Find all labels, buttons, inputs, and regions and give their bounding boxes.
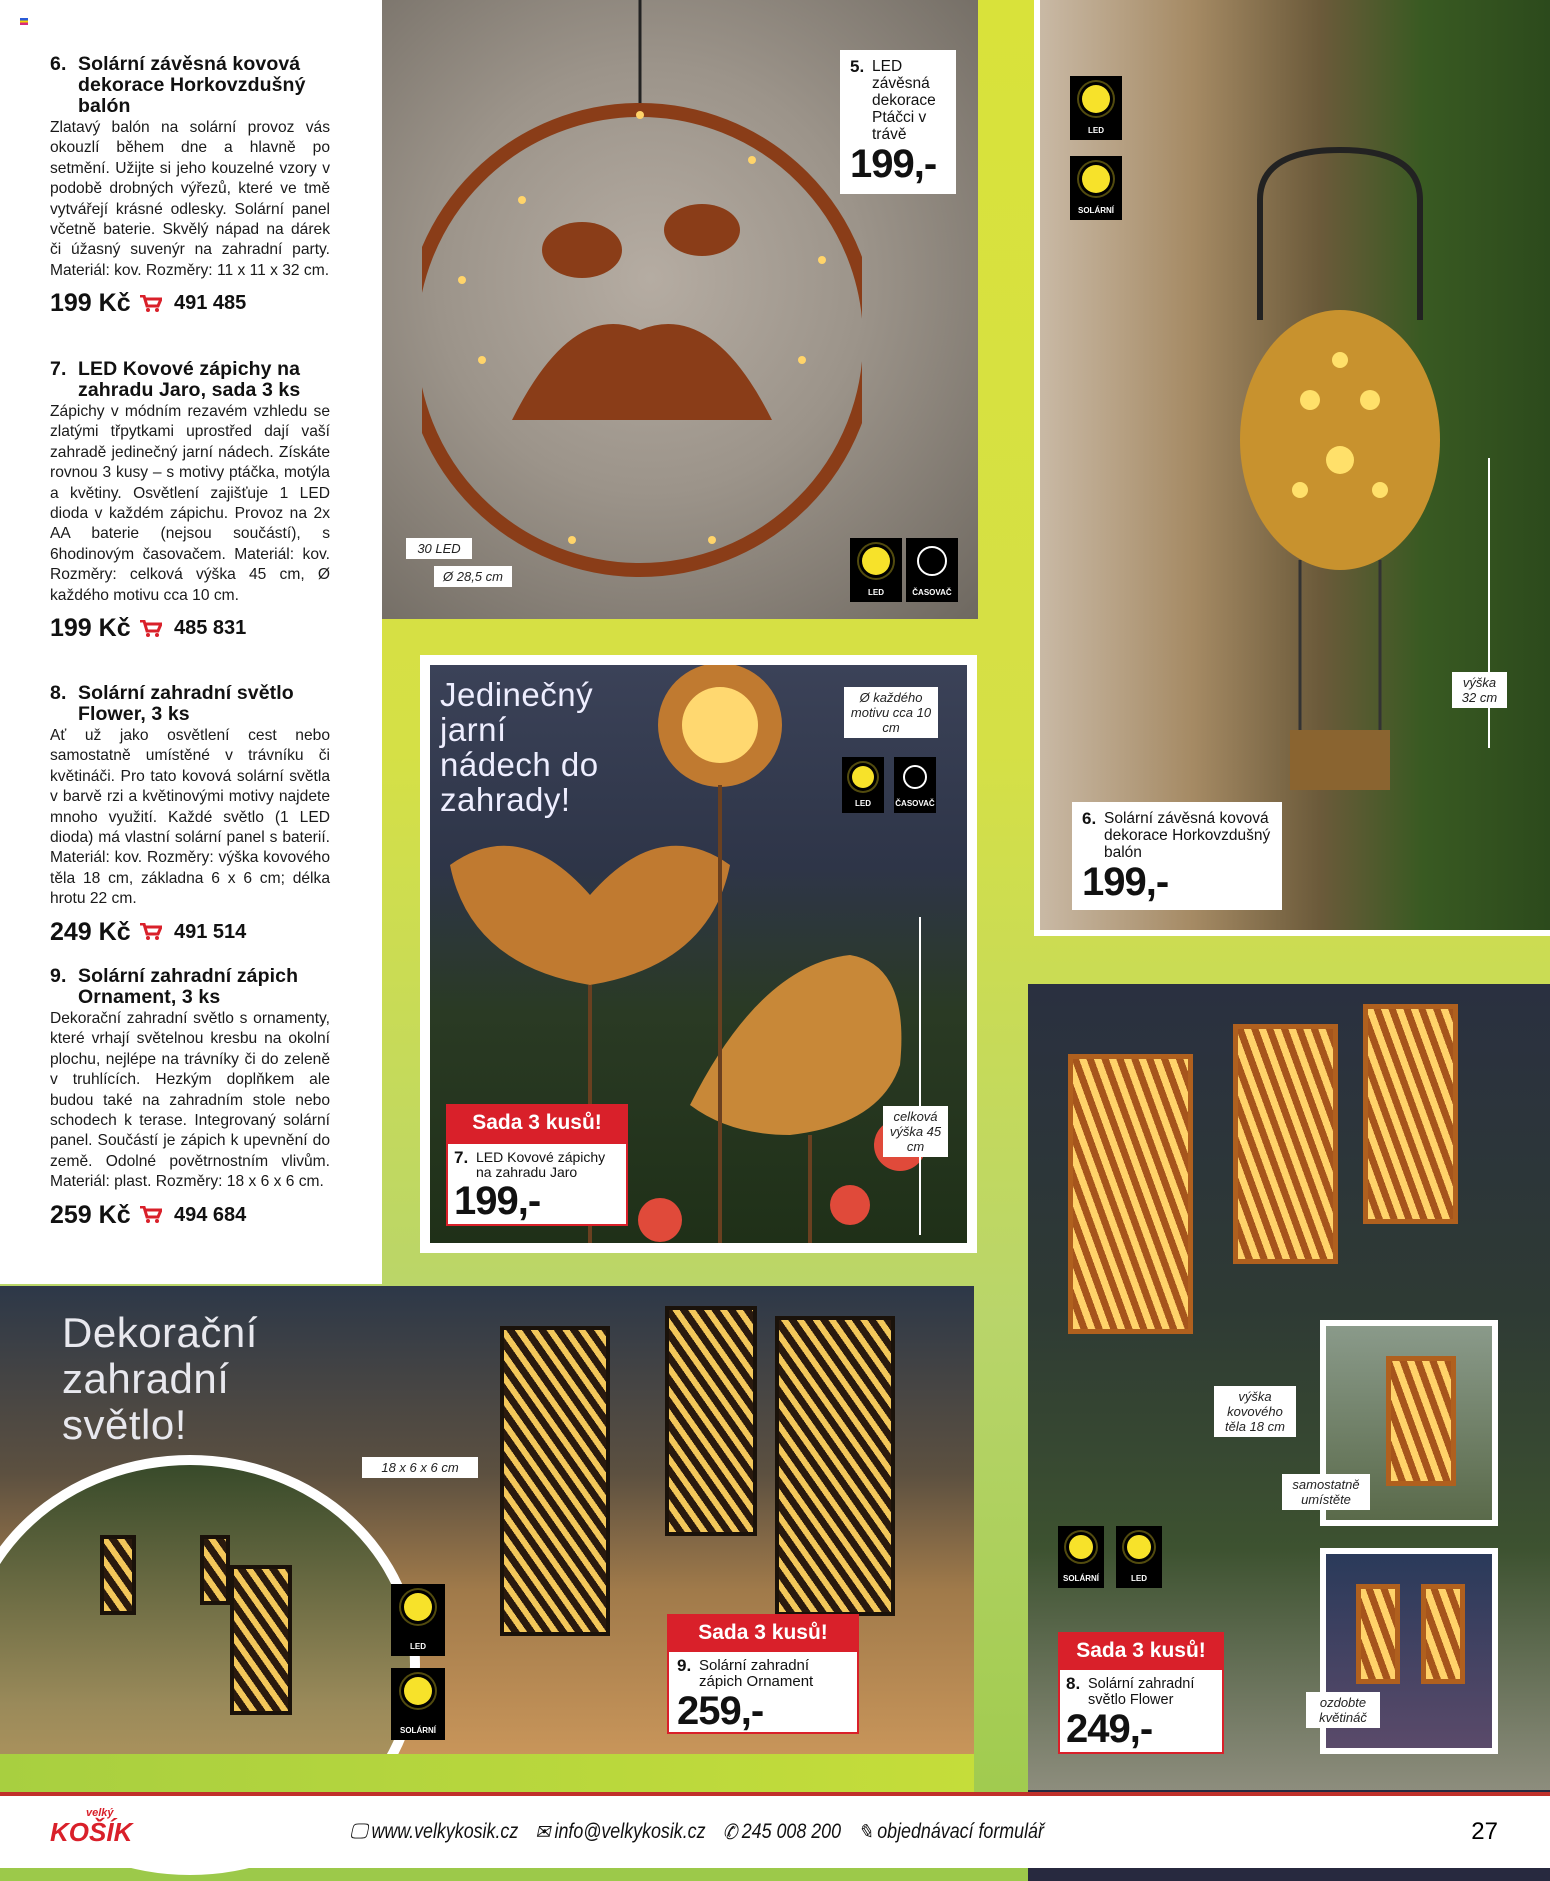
label-number: 9. bbox=[677, 1656, 692, 1675]
item-number: 9. bbox=[50, 965, 67, 987]
cart-icon[interactable] bbox=[140, 620, 162, 638]
height-arrow bbox=[919, 917, 921, 1235]
cart-icon[interactable] bbox=[140, 1206, 162, 1224]
solar-icon: SOLÁRNÍ bbox=[1058, 1526, 1104, 1588]
led-icon: LED bbox=[1116, 1526, 1162, 1588]
page-number: 27 bbox=[1471, 1818, 1498, 1845]
item-price: 249 Kč bbox=[50, 917, 131, 946]
item-description: Ať už jako osvětlení cest nebo samostatně umístěné v trávníku či květináči. Pro tato kovová solární světla v barvě rzi a květinovými motivy najdete mnoho využití. Každé světlo (1 LED dioda) má vlastní solární panel s baterií. Materiál: kov. Rozměry: výška kovového těla 18 cm, základna 6 x 6 cm; délka hrotu 22 cm. bbox=[50, 727, 330, 908]
photo-flower-lanterns bbox=[1028, 984, 1550, 1790]
lantern-illustration bbox=[1068, 1054, 1193, 1334]
lantern-illustration bbox=[665, 1306, 757, 1536]
label-title: Solární závěsná kovová dekorace Horkovzdušný balón bbox=[1104, 810, 1271, 861]
price-label-8 bbox=[1058, 1668, 1224, 1754]
item-description: Zlatavý balón na solární provoz vás okouzlí během dne a hlavně po setmění. Užijte si jeho kouzelné vzory v podobě drobných výřezů, které ve tmě vytvářejí krásné odlesky. Solární panel včetně baterie. Skvělý nápad na dárek či úžasný suvenýr na zahradní party. Materiál: kov. Rozměry: 11 x 11 x 32 cm. bbox=[50, 119, 330, 279]
led-icon: LED bbox=[1070, 76, 1122, 140]
diameter-note: Ø každého motivu cca 10 cm bbox=[844, 687, 938, 738]
item-description: Zápichy v módním rezavém vzhledu se zlatými třpytkami uprostřed dají vaší zahradě jedinečný jarní nádech. Získáte rovnou 3 kusy – s motivy ptáčka, motýla a květiny. Osvětlení zajišťuje 1 LED dioda v každém zápichu. Provoz na 2x AA baterie (nejsou součástí), s 6hodinovým časovačem. Materiál: kov. Rozměry: celková výška 45 cm, Ø každého motivu cca 10 cm. bbox=[50, 403, 330, 604]
email-link[interactable]: ✉ info@velkykosik.cz bbox=[535, 1820, 706, 1844]
item-description: Dekorační zahradní světlo s ornamenty, které vrhají světelnou kresbu na okolní plochu, nejlépe na trávníky či do zeleně v truhlících. Hezkým doplňkem ale budou také na zahradním stole nebo schodech k terase. Integrovaný solární panel. Součástí je zápich k upevnění do země. Odolné povětrnostním vlivům. Materiál: plast. Rozměry: 18 x 6 x 6 cm. bbox=[50, 1010, 330, 1191]
solar-icon: SOLÁRNÍ bbox=[1070, 156, 1122, 220]
brand-logo[interactable]: velký KOŠÍK bbox=[50, 1806, 133, 1847]
led-icon: LED bbox=[842, 757, 884, 813]
label-price: 259,- bbox=[677, 1689, 764, 1733]
product-item-8 bbox=[50, 683, 330, 947]
lantern-illustration bbox=[1233, 1024, 1338, 1264]
ring-decoration-illustration bbox=[422, 0, 862, 600]
item-title: Solární zahradní zápich Ornament, 3 ks bbox=[78, 965, 299, 1008]
label-price: 199,- bbox=[1082, 860, 1169, 904]
footer bbox=[0, 1792, 1550, 1868]
photo-frame-spring-stakes bbox=[420, 655, 977, 1253]
timer-icon: ČASOVAČ bbox=[894, 757, 936, 813]
product-item-6 bbox=[50, 54, 330, 318]
envelope-icon: ✉ bbox=[535, 1820, 551, 1844]
pencil-icon: ✎ bbox=[858, 1820, 873, 1844]
product-item-9 bbox=[50, 966, 330, 1230]
diameter-note: Ø 28,5 cm bbox=[434, 566, 512, 587]
led-icon: LED bbox=[850, 538, 902, 602]
print-color-marker bbox=[20, 18, 28, 25]
balloon-lantern-illustration bbox=[1220, 140, 1460, 800]
order-code: 491 514 bbox=[174, 920, 247, 943]
photo-bird-decoration bbox=[382, 0, 978, 619]
label-price: 249,- bbox=[1066, 1707, 1153, 1751]
website-link[interactable]: 🖵 www.velkykosik.cz bbox=[350, 1820, 519, 1843]
set-badge: Sada 3 kusů! bbox=[446, 1104, 628, 1142]
item-price: 199 Kč bbox=[50, 289, 131, 318]
photo-spring-stakes bbox=[430, 665, 967, 1243]
label-title: LED Kovové zápichy na zahradu Jaro bbox=[476, 1149, 606, 1180]
label-title: Solární zahradní zápich Ornament bbox=[699, 1657, 814, 1690]
label-number: 8. bbox=[1066, 1674, 1081, 1693]
led-count-note: 30 LED bbox=[406, 538, 472, 559]
photo-balloon-lantern bbox=[1034, 0, 1550, 936]
price-label-9 bbox=[667, 1650, 859, 1734]
order-code: 494 684 bbox=[174, 1203, 247, 1226]
item-title: Solární zahradní světlo Flower, 3 ks bbox=[78, 682, 294, 725]
item-number: 6. bbox=[50, 53, 67, 75]
lantern-illustration bbox=[775, 1316, 895, 1616]
order-code: 491 485 bbox=[174, 292, 247, 315]
solar-icon: SOLÁRNÍ bbox=[391, 1668, 445, 1740]
monitor-icon: 🖵 bbox=[350, 1820, 368, 1843]
flowerpot-note: ozdobte květináč bbox=[1306, 1692, 1380, 1728]
height-note: výška 32 cm bbox=[1452, 672, 1507, 708]
panel-headline: Dekorační zahradní světlo! bbox=[62, 1309, 258, 1448]
height-note: celková výška 45 cm bbox=[883, 1106, 948, 1157]
cart-icon[interactable] bbox=[140, 923, 162, 941]
set-badge: Sada 3 kusů! bbox=[1058, 1632, 1224, 1670]
cart-icon[interactable] bbox=[140, 295, 162, 313]
size-note: 18 x 6 x 6 cm bbox=[362, 1457, 478, 1478]
label-number: 6. bbox=[1082, 809, 1097, 828]
order-code: 485 831 bbox=[174, 617, 247, 640]
order-form-link[interactable]: ✎ objednávací formulář bbox=[858, 1820, 1044, 1844]
phone-icon: ✆ bbox=[722, 1820, 738, 1844]
lantern-illustration bbox=[500, 1326, 610, 1636]
product-descriptions-column bbox=[0, 0, 382, 1284]
label-title: LED závěsná dekorace Ptáčci v trávě bbox=[872, 58, 936, 143]
led-icon: LED bbox=[391, 1584, 445, 1656]
product-item-7 bbox=[50, 359, 330, 643]
set-badge: Sada 3 kusů! bbox=[667, 1614, 859, 1652]
label-price: 199,- bbox=[454, 1179, 541, 1223]
item-number: 7. bbox=[50, 358, 67, 380]
label-number: 5. bbox=[850, 57, 865, 76]
label-price: 199,- bbox=[850, 142, 937, 186]
timer-icon: ČASOVAČ bbox=[906, 538, 958, 602]
label-title: Solární zahradní světlo Flower bbox=[1088, 1676, 1195, 1708]
decorative-band bbox=[0, 1754, 974, 1792]
item-price: 199 Kč bbox=[50, 614, 131, 643]
item-title: Solární závěsná kovová dekorace Horkovzdušný balón bbox=[78, 53, 306, 117]
item-price: 259 Kč bbox=[50, 1200, 131, 1229]
phone-link[interactable]: ✆ 245 008 200 bbox=[722, 1820, 842, 1844]
panel-headline: Jedinečný jarní nádech do zahrady! bbox=[440, 676, 599, 818]
item-number: 8. bbox=[50, 682, 67, 704]
price-label-5 bbox=[840, 50, 956, 194]
label-number: 7. bbox=[454, 1148, 469, 1167]
height-note: výška kovového těla 18 cm bbox=[1214, 1386, 1296, 1437]
standalone-note: samostatně umístěte bbox=[1282, 1474, 1370, 1510]
item-title: LED Kovové zápichy na zahradu Jaro, sada 3 ks bbox=[78, 358, 301, 401]
lantern-illustration bbox=[1363, 1004, 1458, 1224]
price-label-7 bbox=[446, 1142, 628, 1226]
price-label-6 bbox=[1072, 802, 1282, 910]
